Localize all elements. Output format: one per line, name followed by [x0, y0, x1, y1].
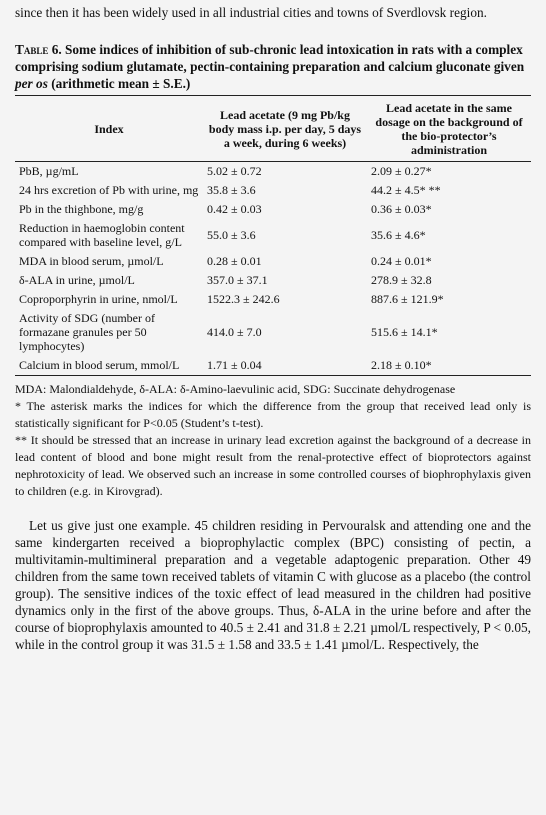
cell-lead-acetate: 0.42 ± 0.03 [207, 202, 262, 216]
table-row [15, 290, 531, 309]
note-double-asterisk: ** It should be stressed that an increase in urinary lead excretion against the background of a decrease in lead content of blood and bone might result from the renal-protective effect of bioprotectors against nephrotoxicity of lead. We observed such an increase in some controlled courses of biophrophylaxis given to children (e.g. in Kirovgrad). [15, 433, 531, 498]
body-paragraph: Let us give just one example. 45 children residing in Pervouralsk and attending one and the same kindergarten received a bioprophylactic complex (BPC) consisting of pectin, a multivitamin-multimineral preparation and a vegetable adaptogenic preparation. Other 49 children from the same town received tablets of vitamin C with glucose as a placebo (the control group). The sensitive indices of the toxic effect of lead measured in the children had positive dynamics only in the first of the above groups. Thus, δ-ALA in the urine before and after the course of bioprophylaxis amounted to 40.5 ± 2.41 and 31.8 ± 2.21 µmol/L respectively, P < 0.05, while in the control group it was 31.5 ± 1.58 and 33.5 ± 1.41 µmol/L. Respectively, the [15, 518, 531, 652]
cell-index: MDA in blood serum, µmol/L [19, 254, 164, 268]
table-row [15, 252, 531, 271]
cell-lead-acetate: 1.71 ± 0.04 [207, 358, 262, 372]
table-row [15, 356, 531, 376]
cell-bioprotector: 0.36 ± 0.03* [371, 202, 432, 216]
table-row [15, 219, 531, 252]
header-bioprotector: Lead acetate in the same dosage on the background of the bio-protector’s administration [375, 101, 523, 157]
cell-lead-acetate: 1522.3 ± 242.6 [207, 292, 280, 306]
note-asterisk: * The asterisk marks the indices for which the difference from the group that received lead only is statistically significant for P<0.05 (Student’s t-test). [15, 399, 531, 430]
cell-lead-acetate: 35.8 ± 3.6 [207, 183, 256, 197]
table-caption [15, 41, 531, 92]
document-page [0, 4, 546, 815]
table-row [15, 181, 531, 200]
intro-paragraph: since then it has been widely used in all industrial cities and towns of Sverdlovsk region. [15, 5, 487, 20]
cell-lead-acetate: 357.0 ± 37.1 [207, 273, 268, 287]
table-header-row [15, 96, 531, 162]
cell-lead-acetate: 414.0 ± 7.0 [207, 325, 262, 339]
cell-index: Reduction in haemoglobin content compared with baseline level, g/L [19, 221, 185, 249]
caption-text: Some indices of inhibition of sub-chronic lead intoxication in rats with a complex comprising sodium glutamate, pectin-containing preparation and calcium gluconate given [15, 42, 525, 74]
caption-tail: (arithmetic mean ± S.E.) [47, 76, 191, 91]
table-row [15, 200, 531, 219]
header-lead-acetate: Lead acetate (9 mg Pb/kg body mass i.p. per day, 5 days a week, during 6 weeks) [208, 108, 362, 150]
table-label: Table 6. [15, 42, 62, 57]
header-index: Index [94, 122, 124, 136]
cell-bioprotector: 278.9 ± 32.8 [371, 273, 432, 287]
cell-lead-acetate: 55.0 ± 3.6 [207, 228, 256, 242]
cell-bioprotector: 0.24 ± 0.01* [371, 254, 432, 268]
results-table [15, 95, 531, 376]
cell-bioprotector: 2.18 ± 0.10* [371, 358, 432, 372]
cell-index: δ-ALA in urine, µmol/L [19, 273, 135, 287]
cell-lead-acetate: 5.02 ± 0.72 [207, 164, 262, 178]
cell-index: PbB, µg/mL [19, 164, 79, 178]
table-notes [15, 381, 531, 500]
table-row [15, 271, 531, 290]
cell-index: Pb in the thighbone, mg/g [19, 202, 144, 216]
caption-italic: per os [15, 76, 48, 91]
cell-index: Coproporphyrin in urine, nmol/L [19, 292, 178, 306]
cell-bioprotector: 35.6 ± 4.6* [371, 228, 426, 242]
body-text [15, 517, 531, 653]
note-abbreviations: MDA: Malondialdehyde, δ-ALA: δ-Amino-laevulinic acid, SDG: Succinate dehydrogenase [15, 382, 456, 396]
table-body [15, 162, 531, 376]
cell-index: 24 hrs excretion of Pb with urine, mg [19, 183, 199, 197]
table-row [15, 309, 531, 356]
cell-bioprotector: 515.6 ± 14.1* [371, 325, 438, 339]
cell-bioprotector: 887.6 ± 121.9* [371, 292, 444, 306]
cell-lead-acetate: 0.28 ± 0.01 [207, 254, 262, 268]
cell-bioprotector: 44.2 ± 4.5* ** [371, 183, 441, 197]
cell-bioprotector: 2.09 ± 0.27* [371, 164, 432, 178]
cell-index: Calcium in blood serum, mmol/L [19, 358, 180, 372]
table-row [15, 162, 531, 182]
cell-index: Activity of SDG (number of formazane granules per 50 lymphocytes) [19, 311, 155, 353]
